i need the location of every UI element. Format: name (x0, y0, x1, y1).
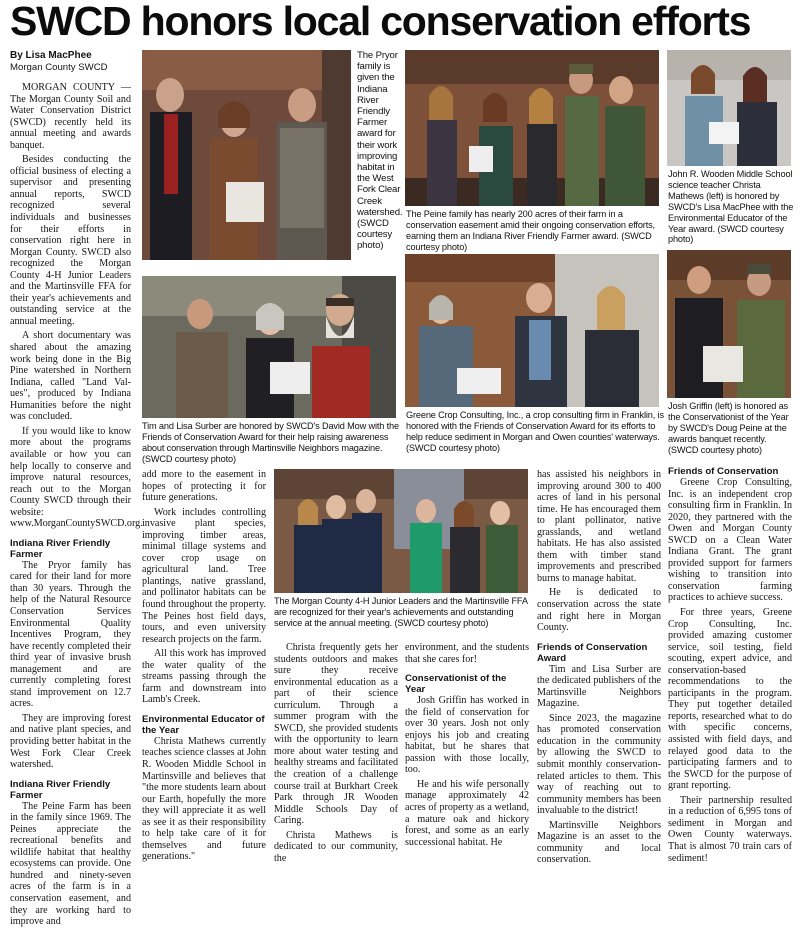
photo-peine-family (405, 50, 659, 206)
subhead: Indiana River Friendly Farmer (10, 537, 111, 560)
article-column-4 (405, 642, 529, 848)
paragraph: environment, and the students that she cares for! (405, 642, 529, 665)
photo-mathews (667, 50, 791, 166)
paragraph: has assisted his neighbors in improving around 300 to 400 acres of land in his personal time. He has encouraged them to plant pollinator, native grasslands, and wetland habitats. He has also assisted them with timber stand improvements and prescribed burns to manage habitat. (537, 469, 661, 584)
photo-ffa (274, 469, 528, 593)
paragraph: add more to the easement in hopes of protecting it for future generations. (142, 469, 266, 504)
article-column-6 (668, 466, 792, 864)
paragraph: He is dedicated to conservation across the state and right here in Morgan County. (537, 587, 661, 634)
paragraph: Besides conducting the official business of electing a supervisor and presenting annual reports, SWCD recognized several individuals and businesses for their efforts in conservation right here in Morgan County. SWCD also recognized the Morgan County 4-H Junior Leaders and the Martinsville FFA for their year's achievements and outstanding service at the annual meeting. (10, 154, 131, 327)
paragraph: He and his wife personally manage approximately 42 acres of property as a wetland, a mature oak and hickory forest, and some as an early successional habitat. He (405, 778, 529, 848)
subhead: Environmental Educator of the Year (142, 713, 265, 736)
paragraph: Their partnership resulted in a reduction of 6,995 tons of sediment in Morgan and Owen County waterways. That is almost 70 train cars of sediment! (668, 794, 792, 864)
photo-greene-crop (405, 254, 659, 407)
article-column-5 (537, 469, 661, 866)
paragraph: A short documentary was shared about the amazing work being done in the Big Pine watershed in Northern Indiana, called "Land Val-ues", produced by Indiana Humanities before the night was concluded. (10, 330, 131, 423)
caption-peine: The Peine family has nearly 200 acres of their farm in a conservation easement amid their ongoing conservation efforts, earning them an Indiana River Friendly Farmer award. (SWCD courtesy photo) (406, 209, 655, 252)
paragraph: Since 2023, the magazine has promoted conservation education in the community by allowing the SWCD to submit monthly conservation-related articles to them. This way of reaching out to community members has been invaluable to the district! (537, 712, 661, 817)
paragraph: Josh Griffin has worked in the field of conservation for over 30 years. Josh not only enjoys his job and creating habitat, but he shares that passion with those locally, too. (405, 695, 529, 776)
paragraph: They are improving forest and native plant species, and providing better habitat in the West Fork Clear Creek watershed. (10, 712, 131, 771)
subhead: Friends of Conservation Award (537, 641, 648, 664)
photo-pryor-family (142, 50, 351, 260)
article-column-1 (10, 50, 143, 928)
paragraph: If you would like to know more about the programs available or how you can help locally to conserve and improve natural resources, reach out to the Morgan County SWCD through their website: www.MorganCountySWCD.org. (10, 425, 143, 530)
paragraph: Tim and Lisa Surber are the dedicated publishers of the Martinsville Neighbors Magazine. (537, 663, 661, 710)
paragraph: Christa Mathews is dedicated to our community, the (274, 829, 398, 864)
photo-griffin (667, 250, 791, 398)
caption-griffin: Josh Griffin (left) is honored as the Conservationist of the Year by SWCD's Doug Peine at the awards banquet recently. (SWCD courtesy photo) (668, 401, 789, 455)
subhead: Conservationist of the Year (405, 673, 507, 696)
caption-surber: Tim and Lisa Surber are honored by SWCD's David Mow with the Friends of Conservation Award for their help raising awareness about conservation through Martinsville Neighbors magazine. (SWCD courtesy photo) (142, 421, 399, 464)
paragraph: Christa frequently gets her students outdoors and makes sure they receive environmental education as a part of their science curriculum. Through a summer program with the SWCD, she provided students with the opportunity to learn more about water testing and healthy streams and facilitated the creation of a challenge course trail at Burkhart Creek Park through JR Wooden Middle Schools Day of Caring. (274, 642, 398, 827)
paragraph: Christa Mathews currently teaches science classes at John R. Wooden Middle School in Martinsville and believes that "the more students learn about our Earth, hopefully the more they will appreciate it as well as see it as their responsibility to help take care of it for themselves and future generations." (142, 735, 266, 863)
paragraph: All this work has improved the water quality of the streams passing through the farm and downstream into Lamb's Creek. (142, 648, 266, 706)
paragraph: For three years, Greene Crop Consulting, Inc. provided amazing customer service, soil testing, field scouting, expert advice, and conservation-based recommendations to the participants in the program. They put together detailed reports, researched what to do with specific concerns, assisted with field days, and relayed good data to the participating farmers and to the SWCD for the purpose of grant reporting. (668, 607, 792, 792)
byline-org: Morgan County SWCD (10, 62, 108, 73)
headline: SWCD honors local conservation efforts (10, 0, 751, 44)
byline-name: By Lisa MacPhee (10, 50, 92, 61)
article-column-3 (274, 642, 398, 864)
paragraph: The Pryor family has cared for their land for more than 30 years. Through the help of the Natural Resource Conservation Services Environmental Quality Incentives Program, they have recently completed their third year of invasive brush management and are currently completing forest stand improvement on 12.7 acres. (10, 559, 131, 710)
article-column-2 (142, 469, 266, 863)
caption-ffa: The Morgan County 4-H Junior Leaders and the Martinsville FFA are recognized for their year's achievements and outstanding service at the annual meeting. (SWCD courtesy photo) (274, 596, 528, 628)
caption-pryor: The Pryor family is given the Indiana River Friendly Farmer award for their work improving habitat in the West Fork Clear Creek watershed. (SWCD courtesy photo) (357, 50, 403, 252)
caption-greene: Greene Crop Consulting, Inc., a crop consulting firm in Franklin, is honored with the Friends of Conservation Award for its efforts to help reduce sediment in Morgan and Owen counties' waterways. (SWCD courtesy photo) (406, 410, 664, 453)
paragraph: The Peine Farm has been in the family since 1969. The Peines appreciate the recreational benefits and wildlife habitat that healthy ecosystems can provide. One hundred and ninety-seven acres of the farm is in a conservation easement, and they are working hard to improve and (10, 800, 131, 928)
paragraph: Greene Crop Consulting, Inc. is an independent crop consulting firm in Franklin. In 2020, they partnered with the Owen and Morgan County SWCD on a Clean Water Indiana Grant. The grant provided support for farmers wishing to transition into conservation farming practices to achieve success. (668, 477, 792, 604)
photo-surber (142, 276, 396, 418)
paragraph: Martinsville Neighbors Magazine is an asset to the community and local conservation. (537, 819, 661, 866)
paragraph: MORGAN COUNTY — The Morgan County Soil and Water Conservation District (SWCD) recently held its annual meeting and awards banquet. (10, 82, 131, 151)
paragraph: Work includes controlling invasive plant species, improving timber areas, minimal tillage systems and cover crop usage on agricultural land. Tree plantings, native grassland, and pollinator habitats can be found throughout the property. The Peines host field days, tours, and even university research projects on the farm. (142, 506, 266, 645)
subhead: Indiana River Friendly Farmer (10, 778, 111, 801)
caption-mathews: John R. Wooden Middle School science teacher Christa Mathews (left) is honored by SWCD's Lisa MacPhee with the Environmental Educator of the Year award. (SWCD courtesy photo) (668, 169, 794, 245)
subhead: Friends of Conservation (668, 466, 779, 477)
